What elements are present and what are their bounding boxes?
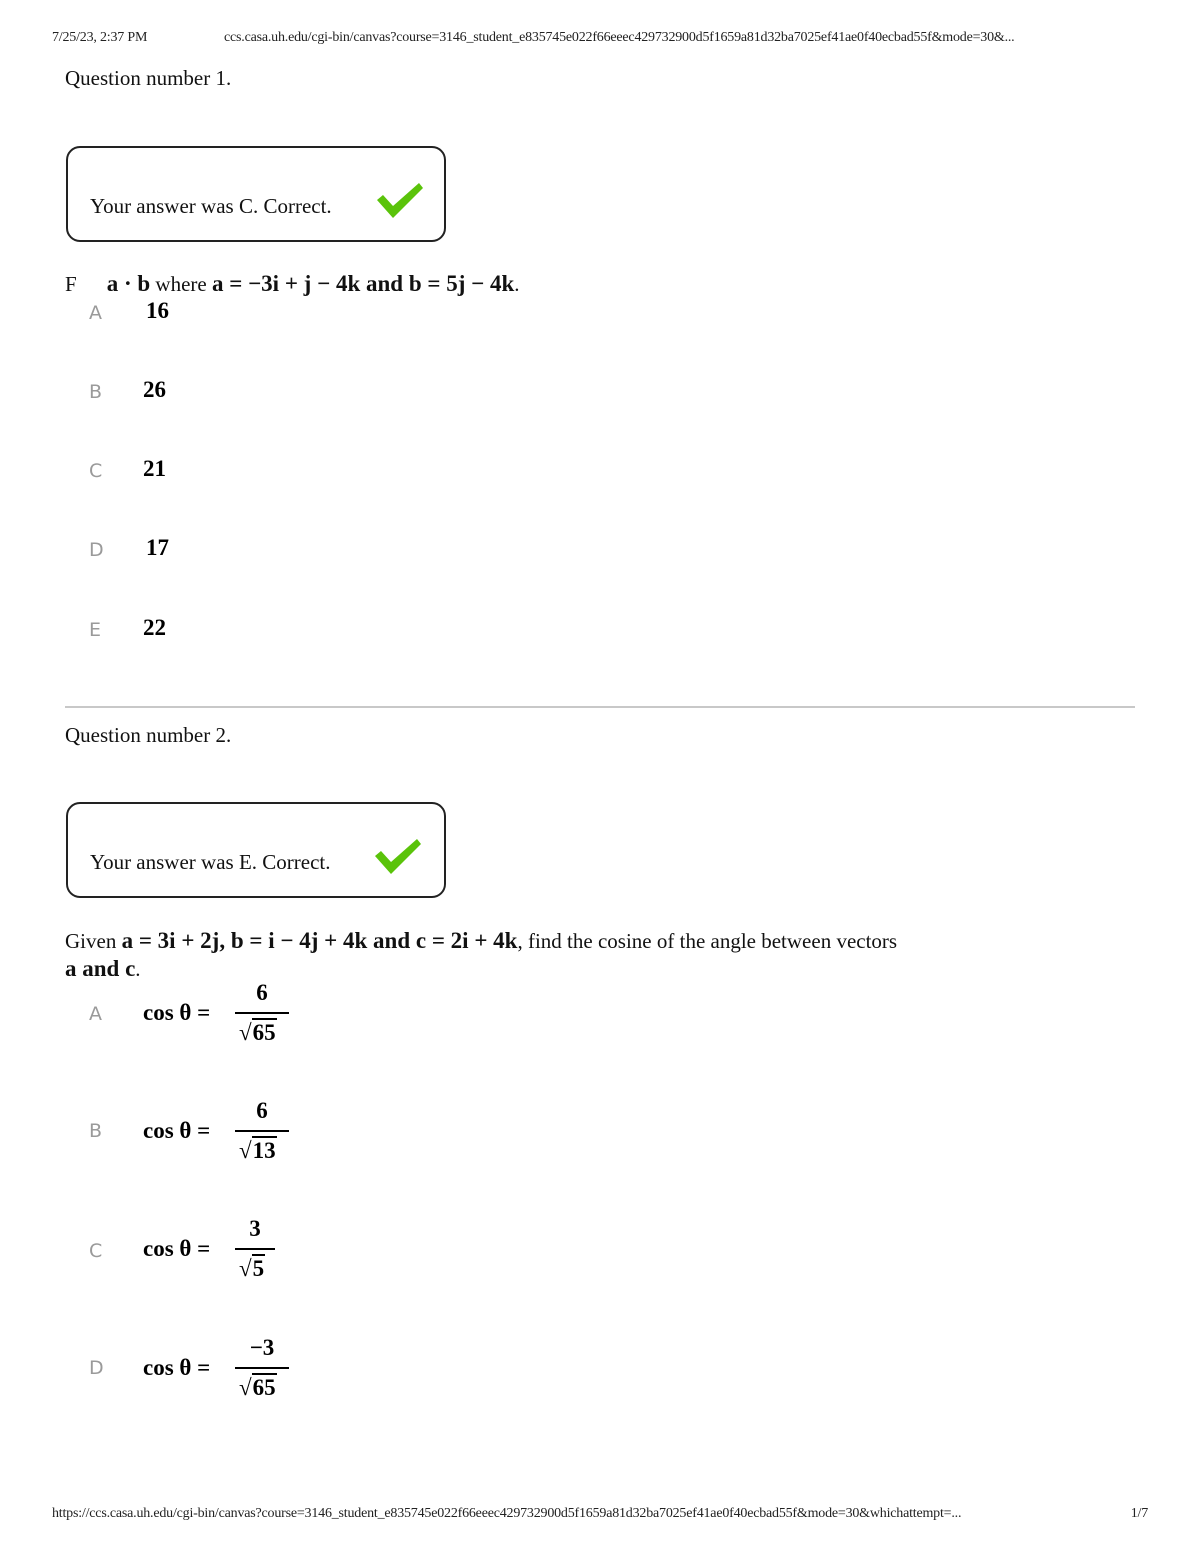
question-1-prompt-text-1: F (65, 272, 77, 296)
print-header-url: ccs.casa.uh.edu/cgi-bin/canvas?course=3146_student_e835745e022f66eeec429732900d5f1659a81d32ba7025ef41ae0f40ecbad55f&mode=30&... (224, 30, 1015, 45)
question-1-title: Question number 1. (65, 66, 232, 90)
fraction-bar (235, 1367, 289, 1369)
question-2-prompt (65, 927, 1145, 983)
formula-lhs: cos θ = (143, 1118, 211, 1143)
option-letter: D (89, 1357, 104, 1379)
option-formula (143, 980, 303, 1050)
radicand: 65 (252, 1020, 276, 1045)
question-2-prompt-math-1: a = 3i + 2j, b = i − 4j + 4k and c = 2i + 4k (121, 928, 518, 953)
option-formula (143, 1335, 303, 1405)
option-letter: A (89, 1003, 102, 1025)
option-value: 17 (146, 535, 169, 560)
fraction-numerator: −3 (249, 1335, 275, 1360)
radicand: 5 (252, 1256, 265, 1281)
question-1-prompt-math-1: a · b (106, 271, 151, 296)
option-letter: D (89, 539, 104, 561)
sqrt-symbol: √ (239, 1256, 252, 1281)
formula-lhs: cos θ = (143, 1355, 211, 1380)
fraction-bar (235, 1248, 275, 1250)
question-2-title: Question number 2. (65, 723, 232, 747)
option-letter: C (89, 460, 103, 482)
question-1-prompt-text-2: where (150, 272, 212, 296)
print-date: 7/25/23, 2:37 PM (52, 30, 148, 45)
option-letter: C (89, 1240, 103, 1262)
option-value: 22 (143, 615, 166, 640)
fraction-denominator (239, 1136, 277, 1164)
question-1-result-box (66, 146, 446, 242)
fraction-numerator: 6 (256, 980, 268, 1005)
question-1-prompt-text-3: . (514, 272, 520, 296)
fraction-denominator (239, 1254, 265, 1282)
option-formula (143, 1098, 303, 1168)
formula-lhs: cos θ = (143, 1000, 211, 1025)
question-2-prompt-text-3: . (135, 957, 141, 981)
fraction-numerator: 6 (256, 1098, 268, 1123)
fraction-denominator (239, 1373, 277, 1401)
option-value: 26 (143, 377, 166, 402)
fraction-bar (235, 1130, 289, 1132)
sqrt-symbol: √ (239, 1375, 252, 1400)
option-letter: B (89, 381, 103, 403)
option-formula (143, 1216, 293, 1286)
question-1-prompt-math-2: a = −3i + j − 4k and b = 5j − 4k (211, 271, 515, 296)
question-1-result-text: Your answer was C. Correct. (90, 194, 332, 218)
question-2-prompt-math-2: a and c (65, 956, 136, 981)
checkmark-icon (373, 180, 425, 220)
checkmark-icon (371, 836, 423, 876)
question-2-prompt-text-2: , find the cosine of the angle between vectors (517, 929, 898, 953)
fraction-bar (235, 1012, 289, 1014)
sqrt-symbol: √ (239, 1138, 252, 1163)
option-value: 21 (143, 456, 166, 481)
question-2-result-box (66, 802, 446, 898)
option-letter: B (89, 1120, 103, 1142)
radicand: 13 (252, 1138, 276, 1163)
question-2-result-text: Your answer was E. Correct. (90, 850, 331, 874)
formula-lhs: cos θ = (143, 1236, 211, 1261)
print-header (52, 30, 1152, 50)
print-footer-url: https://ccs.casa.uh.edu/cgi-bin/canvas?course=3146_student_e835745e022f66eeec429732900d5f1659a81d32ba7025ef41ae0f40ecbad55f&mode=30&whichattempt=... (52, 1506, 962, 1521)
option-value: 16 (146, 298, 169, 323)
option-letter: E (89, 619, 102, 641)
sqrt-symbol: √ (239, 1020, 252, 1045)
option-letter: A (89, 302, 102, 324)
radicand: 65 (252, 1375, 276, 1400)
page-number: 1/7 (1130, 1506, 1148, 1521)
question-2-prompt-text-1: Given (65, 929, 122, 953)
question-1-prompt (65, 270, 520, 298)
fraction-numerator: 3 (249, 1216, 261, 1241)
print-footer (52, 1506, 1152, 1526)
question-divider (65, 706, 1135, 708)
fraction-denominator (239, 1018, 277, 1046)
